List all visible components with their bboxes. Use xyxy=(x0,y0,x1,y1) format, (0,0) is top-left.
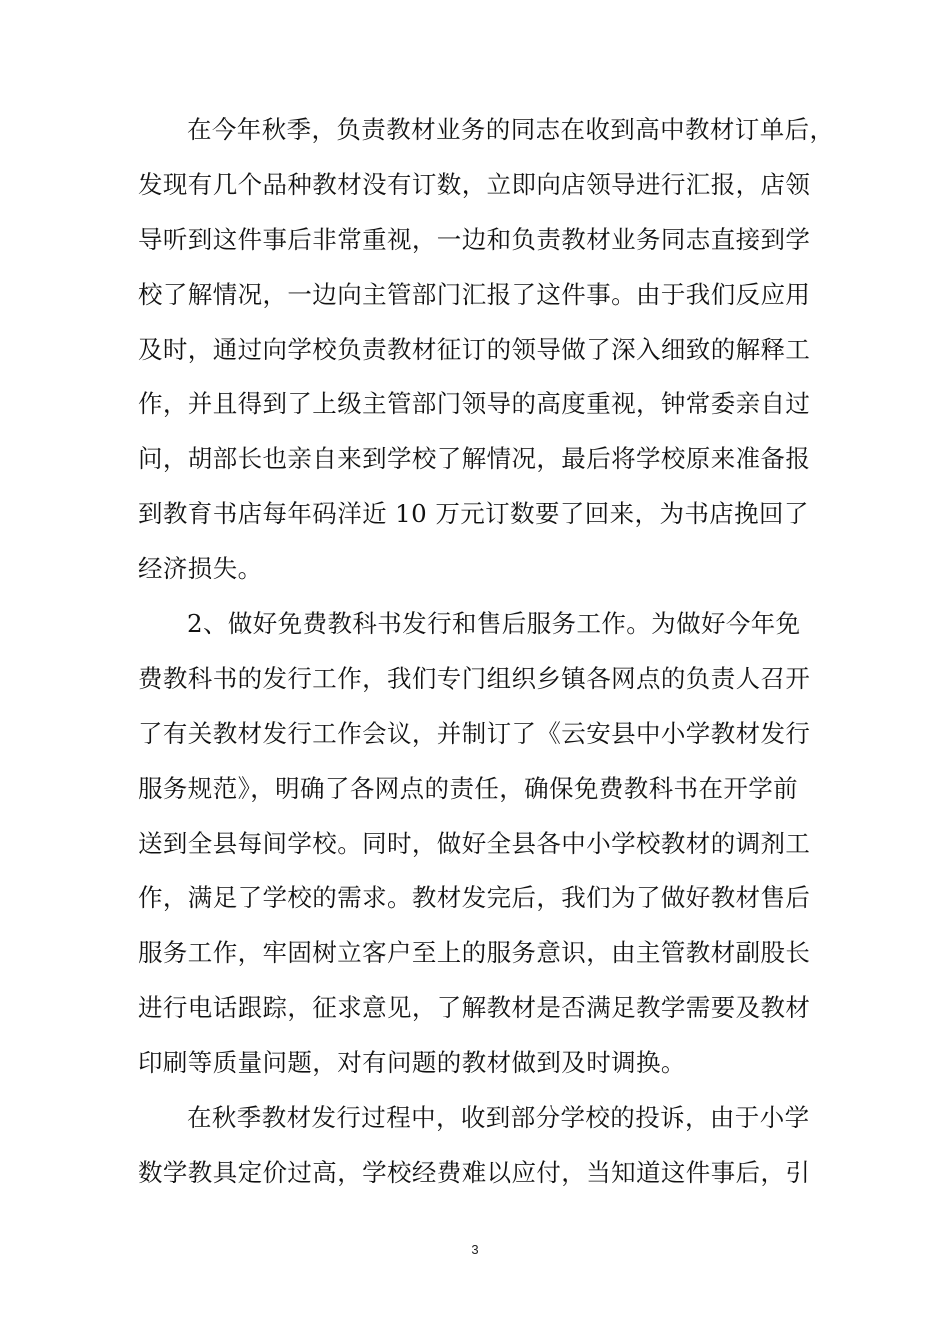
body-text xyxy=(138,103,838,1201)
text-line: 问，胡部长也亲自来到学校了解情况，最后将学校原来准备报 xyxy=(138,444,811,474)
text-line: 作，满足了学校的需求。教材发完后，我们为了做好教材售后 xyxy=(138,883,811,913)
text-line: 到教育书店每年码洋近 10 万元订数要了回来，为书店挽回了 xyxy=(138,499,809,529)
text-line: 服务规范》，明确了各网点的责任，确保免费教科书在开学前 xyxy=(138,773,799,803)
text-line: 在今年秋季，负责教材业务的同志在收到高中教材订单后， xyxy=(187,115,835,144)
text-line: 进行电话跟踪，征求意见，了解教材是否满足教学需要及教材 xyxy=(138,993,811,1023)
text-line: 送到全县每间学校。同时，做好全县各中小学校教材的调剂工 xyxy=(138,828,811,858)
text-line: 服务工作，牢固树立客户至上的服务意识，由主管教材副股长 xyxy=(138,938,811,968)
text-line: 作，并且得到了上级主管部门领导的高度重视，钟常委亲自过 xyxy=(138,389,811,419)
text-line: 经济损失。 xyxy=(138,554,263,584)
text-line: 2、做好免费教科书发行和售后服务工作。为做好今年免 xyxy=(187,609,801,639)
text-line: 在秋季教材发行过程中，收到部分学校的投诉，由于小学 xyxy=(187,1103,810,1133)
text-line: 费教科书的发行工作，我们专门组织乡镇各网点的负责人召开 xyxy=(138,663,811,693)
page-number: 3 xyxy=(471,1242,479,1257)
text-line: 了有关教材发行工作会议，并制订了《云安县中小学教材发行 xyxy=(138,718,811,748)
text-line: 数学教具定价过高，学校经费难以应付，当知道这件事后，引 xyxy=(138,1157,811,1187)
text-line: 发现有几个品种教材没有订数，立即向店领导进行汇报，店领 xyxy=(138,169,811,199)
text-line: 导听到这件事后非常重视，一边和负责教材业务同志直接到学 xyxy=(138,224,811,254)
text-line: 及时，通过向学校负责教材征订的领导做了深入细致的解释工 xyxy=(138,334,811,364)
text-line: 印刷等质量问题，对有问题的教材做到及时调换。 xyxy=(138,1048,686,1078)
text-line: 校了解情况，一边向主管部门汇报了这件事。由于我们反应用 xyxy=(138,279,811,309)
